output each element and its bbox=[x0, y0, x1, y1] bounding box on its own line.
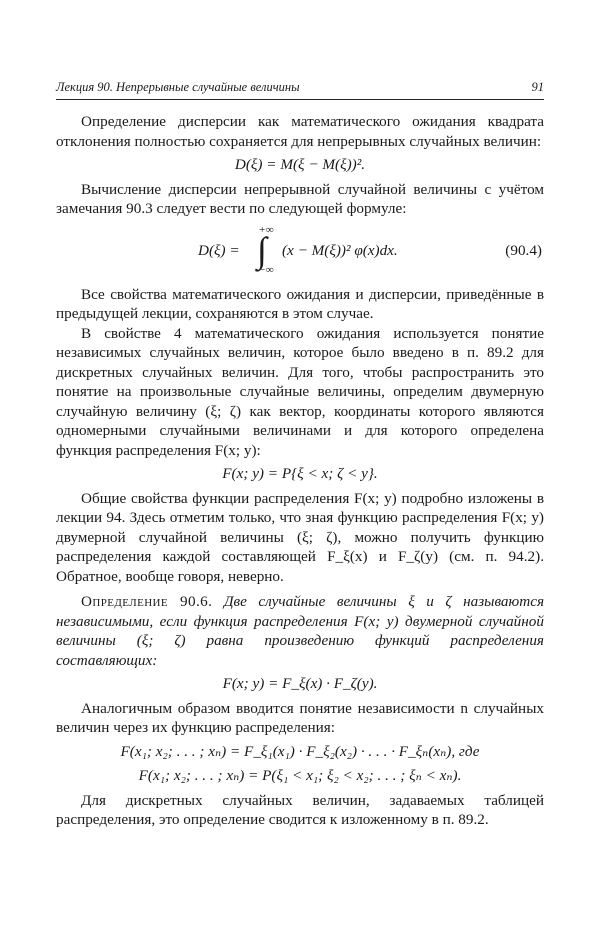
equation-number: (90.4) bbox=[505, 241, 542, 259]
page-number: 91 bbox=[531, 80, 544, 94]
integral-upper-limit: +∞ bbox=[258, 223, 274, 236]
paragraph-n-independence: Аналогичным образом вводится понятие независимости n случайных величин через их функцию распределения: bbox=[56, 699, 544, 736]
running-title: Лекция 90. Непрерывные случайные величины bbox=[56, 80, 300, 94]
header-rule bbox=[56, 99, 544, 100]
integral-lower-limit: −∞ bbox=[258, 264, 274, 276]
integral-sign bbox=[251, 223, 275, 279]
equation-variance: D(ξ) = M(ξ − M(ξ))². bbox=[234, 156, 366, 173]
equation-joint-cdf: F(x; y) = P{ξ < x; ζ < y}. bbox=[222, 465, 378, 482]
paragraph-independence-intro: В свойстве 4 математического ожидания используется понятие независимых случайных величин, которое было введено в п. 89.2 для дискретных случайных величин. Для того, чтобы распространить это понятие на произвольные случайные величины, определим двумерную случайную величину (ξ; ζ) как вектор, координаты которого являются одномерными случайными величинами и для которого определена функция распределения F(x; y): bbox=[56, 324, 544, 459]
paragraph-properties: Все свойства математического ожидания и дисперсии, приведённые в предыдущей лекции, сохраняются в этом случае. bbox=[56, 285, 544, 322]
paragraph-joint-cdf-properties: Общие свойства функции распределения F(x; y) подробно изложены в лекции 94. Здесь отметим только, что зная функцию распределения F(x; y) двумерной случайной величины (ξ; ζ), можно получить функцию распределения каждой составляющей F_ξ(x) и F_ζ(y) (см. п. 94.2). Обратное, вообще говоря, неверно. bbox=[56, 489, 544, 585]
running-header bbox=[56, 80, 544, 100]
equation-n-product: F(x₁; x₂; . . . ; xₙ) = F_ξ₁(x₁) · F_ξ₂(x₂) · . . . · F_ξₙ(xₙ), где bbox=[120, 742, 480, 760]
paragraph-variance-definition: Определение дисперсии как математического ожидания квадрата отклонения полностью сохраняется для непрерывных случайных величин: bbox=[56, 113, 544, 150]
definition-heading: Определение 90.6. bbox=[81, 593, 213, 610]
paragraph-variance-computation: Вычисление дисперсии непрерывной случайной величины с учётом замечания 90.3 следует вести по следующей формуле: bbox=[56, 180, 544, 217]
integral-lhs: D(ξ) = bbox=[198, 241, 240, 259]
equation-n-joint-cdf: F(x₁; x₂; . . . ; xₙ) = P(ξ₁ < x₁; ξ₂ < x₂; . . . ; ξₙ < xₙ). bbox=[138, 767, 462, 784]
page-body bbox=[56, 112, 544, 830]
equation-90-4 bbox=[56, 223, 544, 279]
integral-rhs: (x − M(ξ))² φ(x)dx. bbox=[282, 241, 398, 259]
equation-independence: F(x; y) = F_ξ(x) · F_ζ(y). bbox=[222, 675, 378, 692]
definition-90-6 bbox=[56, 592, 544, 670]
integral-symbol: ∫ bbox=[257, 229, 267, 270]
definition-text: Две случайные величины ξ и ζ называются независимыми, если функция распределения F(x; y) двумерной случайной величины (ξ; ζ) равна произведению функций распределения составляющих: bbox=[56, 593, 545, 669]
paragraph-discrete-case: Для дискретных случайных величин, задаваемых таблицей распределения, это определение сводится к изложенному в п. 89.2. bbox=[56, 791, 544, 828]
